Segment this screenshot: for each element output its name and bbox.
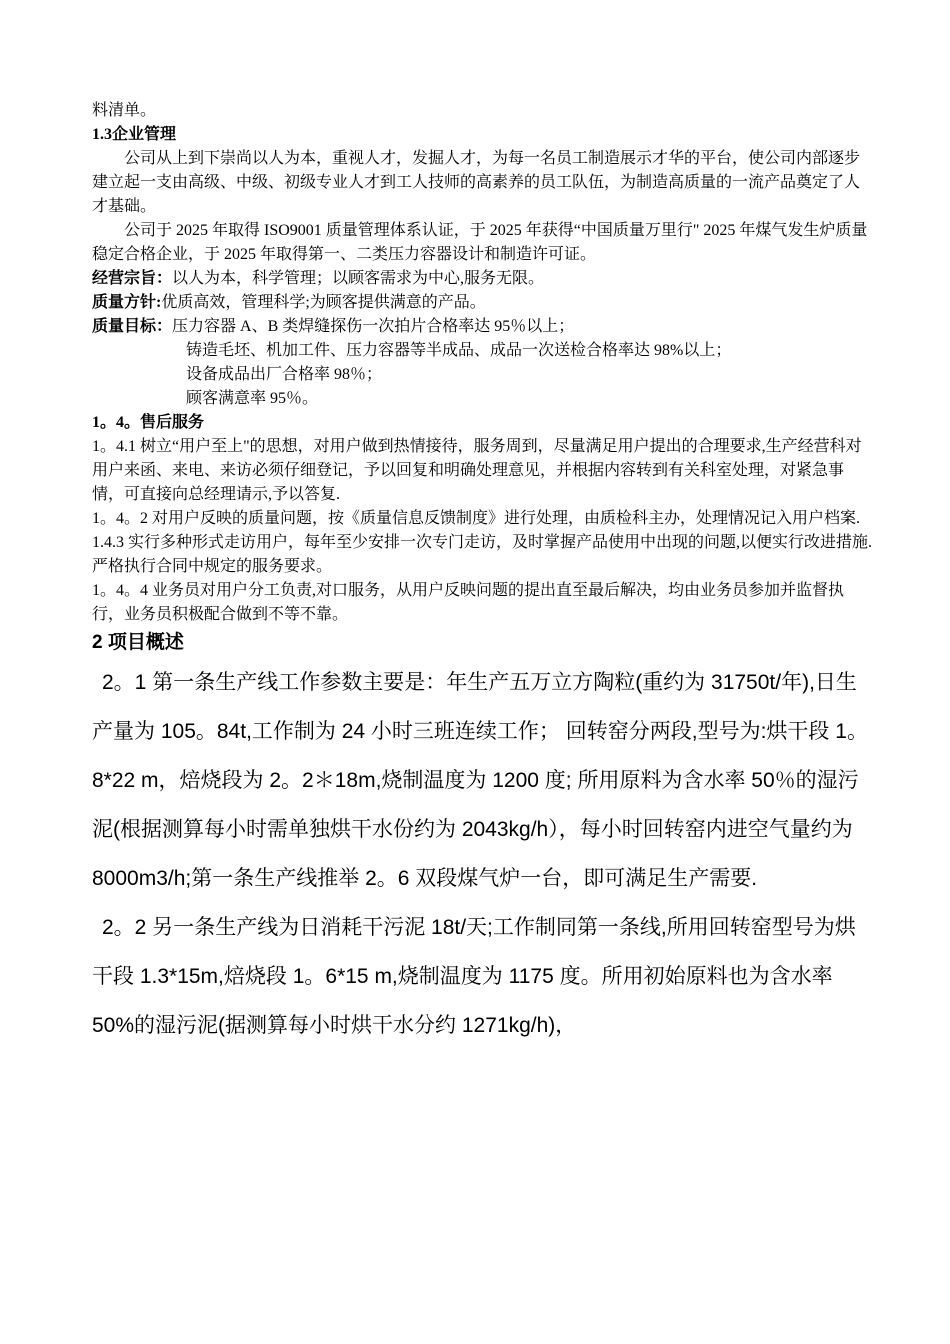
quality-goal-item: 设备成品出厂合格率 98％； <box>186 366 383 383</box>
after-sales-item: 1.4.3 实行多种形式走访用户，每年至少安排一次专门走访，及时掌握产品使用中出现的问题,以便实行改进措施.严格执行合同中规定的服务要求。 <box>92 534 873 575</box>
business-purpose-line <box>92 267 872 291</box>
section-1-3-heading: 1.3企业管理 <box>92 126 177 143</box>
section-1-3-paragraph-1: 公司从上到下崇尚以人为本，重视人才，发掘人才，为每一名员工制造展示才华的平台，使公司内部逐步建立起一支由高级、中级、初级专业人才到工人技师的高素养的员工队伍，为制造高质量的一流产品奠定了人才基础。 <box>92 150 861 215</box>
section-2-2-paragraph: 2。2 另一条生产线为日消耗干污泥 18t/天;工作制同第一条线,所用回转窑型号为烘干段 1.3*15m,焙烧段 1。6*15 m,烧制温度为 1175 度。所用初始原料也为含水率 50%的湿污泥(据测算每小时烘干水分约 1271kg/h)， <box>92 916 856 1037</box>
quality-policy-text: 优质高效，管理科学;为顾客提供满意的产品。 <box>161 294 486 311</box>
after-sales-item: 1。4。2 对用户反映的质量问题，按《质量信息反馈制度》进行处理，由质检科主办，处理情况记入用户档案. <box>92 510 861 527</box>
section-1-3-paragraph-2: 公司于 2025 年取得 ISO9001 质量管理体系认证，于 2025 年获得“中国质量万里行" 2025 年煤气发生炉质量稳定合格企业，于 2025 年取得第一、二类压力容器设计和制造许可证。 <box>92 222 868 263</box>
quality-policy-label: 质量方针: <box>92 294 162 311</box>
quality-goals-block <box>92 315 872 339</box>
quality-policy-line <box>92 291 872 315</box>
section-2-1-paragraph: 2。1 第一条生产线工作参数主要是：年生产五万立方陶粒(重约为 31750t/年),日生产量为 105。84t,工作制为 24 小时三班连续工作； 回转窑分两段,型号为:烘干段 1。8*22 m，焙烧段为 2。2＊18m,烧制温度为 1200 度; 所用原料为含水率 50％的湿污泥(根据测算每小时需单独烘干水份约为 2043kg/h），每小时回转窑内进空气量约为 8000m3/h;第一条生产线推举 2。6 双段煤气炉一台，即可满足生产需要. <box>92 671 868 890</box>
business-purpose-text: 以人为本，科学管理；以顾客需求为中心,服务无限。 <box>172 270 545 287</box>
section-1-4-heading: 1。4。售后服务 <box>92 414 205 431</box>
quality-goal-item: 铸造毛坯、机加工件、压力容器等半成品、成品一次送检合格率达 98%以上； <box>186 342 732 359</box>
top-fragment-text: 料清单。 <box>92 102 157 119</box>
after-sales-item: 1。4.1 树立“用户至上"的思想，对用户做到热情接待，服务周到，尽量满足用户提出的合理要求,生产经营科对用户来函、来电、来访必须仔细登记，予以回复和明确处理意见，并根据内容转到有关科室处理，对紧急事情，可直接向总经理请示,予以答复. <box>92 438 862 503</box>
document-body <box>92 99 872 1050</box>
after-sales-item: 1。4。4 业务员对用户分工负责,对口服务，从用户反映问题的提出直至最后解决，均由业务员参加并监督执行，业务员积极配合做到不等不靠。 <box>92 582 845 623</box>
quality-goal-item: 压力容器 A、B 类焊缝探伤一次拍片合格率达 95％以上； <box>172 318 575 335</box>
business-purpose-label: 经营宗旨： <box>92 270 173 287</box>
section-2-heading: 2 项目概述 <box>92 632 184 653</box>
quality-goal-item: 顾客满意率 95％。 <box>186 390 319 407</box>
quality-goals-label: 质量目标： <box>92 318 173 335</box>
